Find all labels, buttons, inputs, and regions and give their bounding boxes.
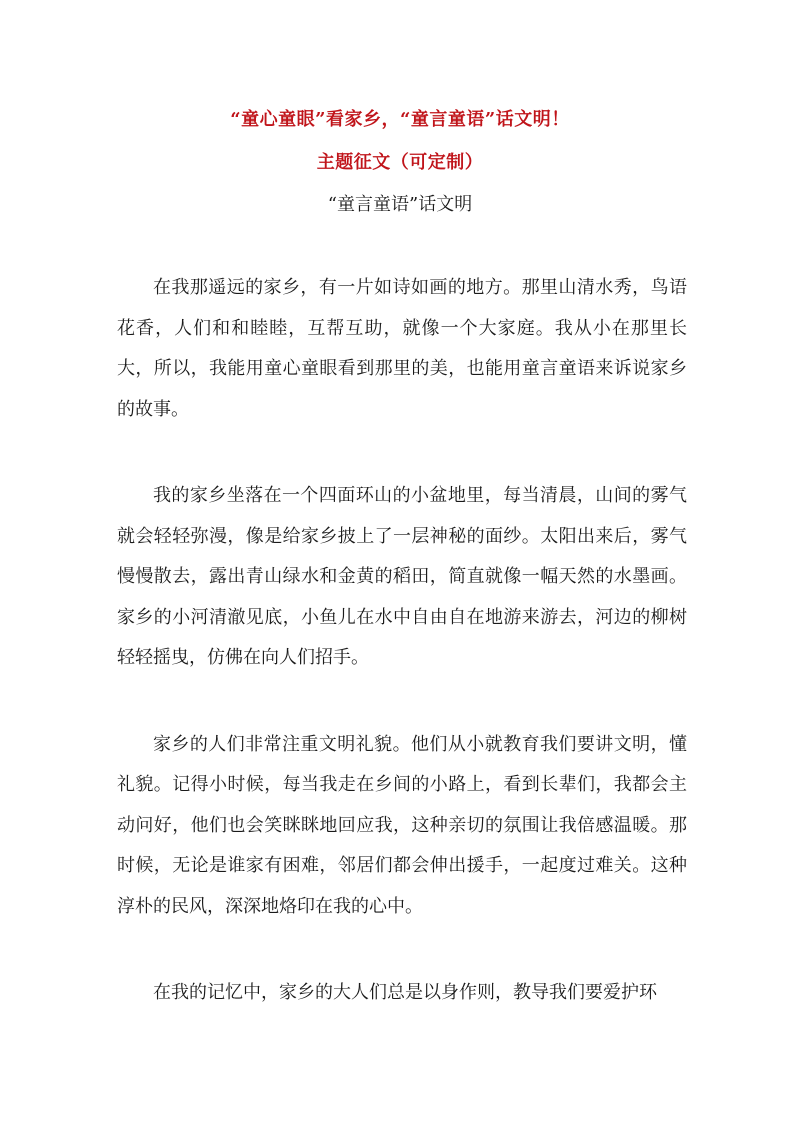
- paragraph: 我的家乡坐落在一个四面环山的小盆地里，每当清晨，山间的雾气就会轻轻弥漫，像是给家乡披上了一层神秘的面纱。太阳出来后，雾气慢慢散去，露出青山绿水和金黄的稻田，简直就像一幅天然的水墨画。家乡的小河清澈见底，小鱼儿在水中自由自在地游来游去，河边的柳树轻轻摇曳，仿佛在向人们招手。: [117, 485, 687, 668]
- paragraph: 家乡的人们非常注重文明礼貌。他们从小就教育我们要讲文明，懂礼貌。记得小时候，每当我走在乡间的小路上，看到长辈们，我都会主动问好，他们也会笑眯眯地回应我，这种亲切的氛围让我倍感温暖。那时候，无论是谁家有困难，邻居们都会伸出援手，一起度过难关。这种淳朴的民风，深深地烙印在我的心中。: [117, 733, 687, 917]
- essay-title: “童心童眼”看家乡，“童言童语”话文明！: [230, 109, 570, 130]
- paragraph: 在我那遥远的家乡，有一片如诗如画的地方。那里山清水秀，鸟语花香，人们和和睦睦，互帮互助，就像一个大家庭。我从小在那里长大，所以，我能用童心童眼看到那里的美，也能用童言童语来诉说家乡的故事。: [117, 277, 687, 420]
- essay-subtitle: “童言童语”话文明: [327, 194, 473, 215]
- essay-theme-label: 主题征文（可定制）: [316, 152, 484, 173]
- paragraph: 在我的记忆中，家乡的大人们总是以身作则，教导我们要爱护环: [153, 982, 657, 1003]
- essay-body: [117, 268, 687, 1060]
